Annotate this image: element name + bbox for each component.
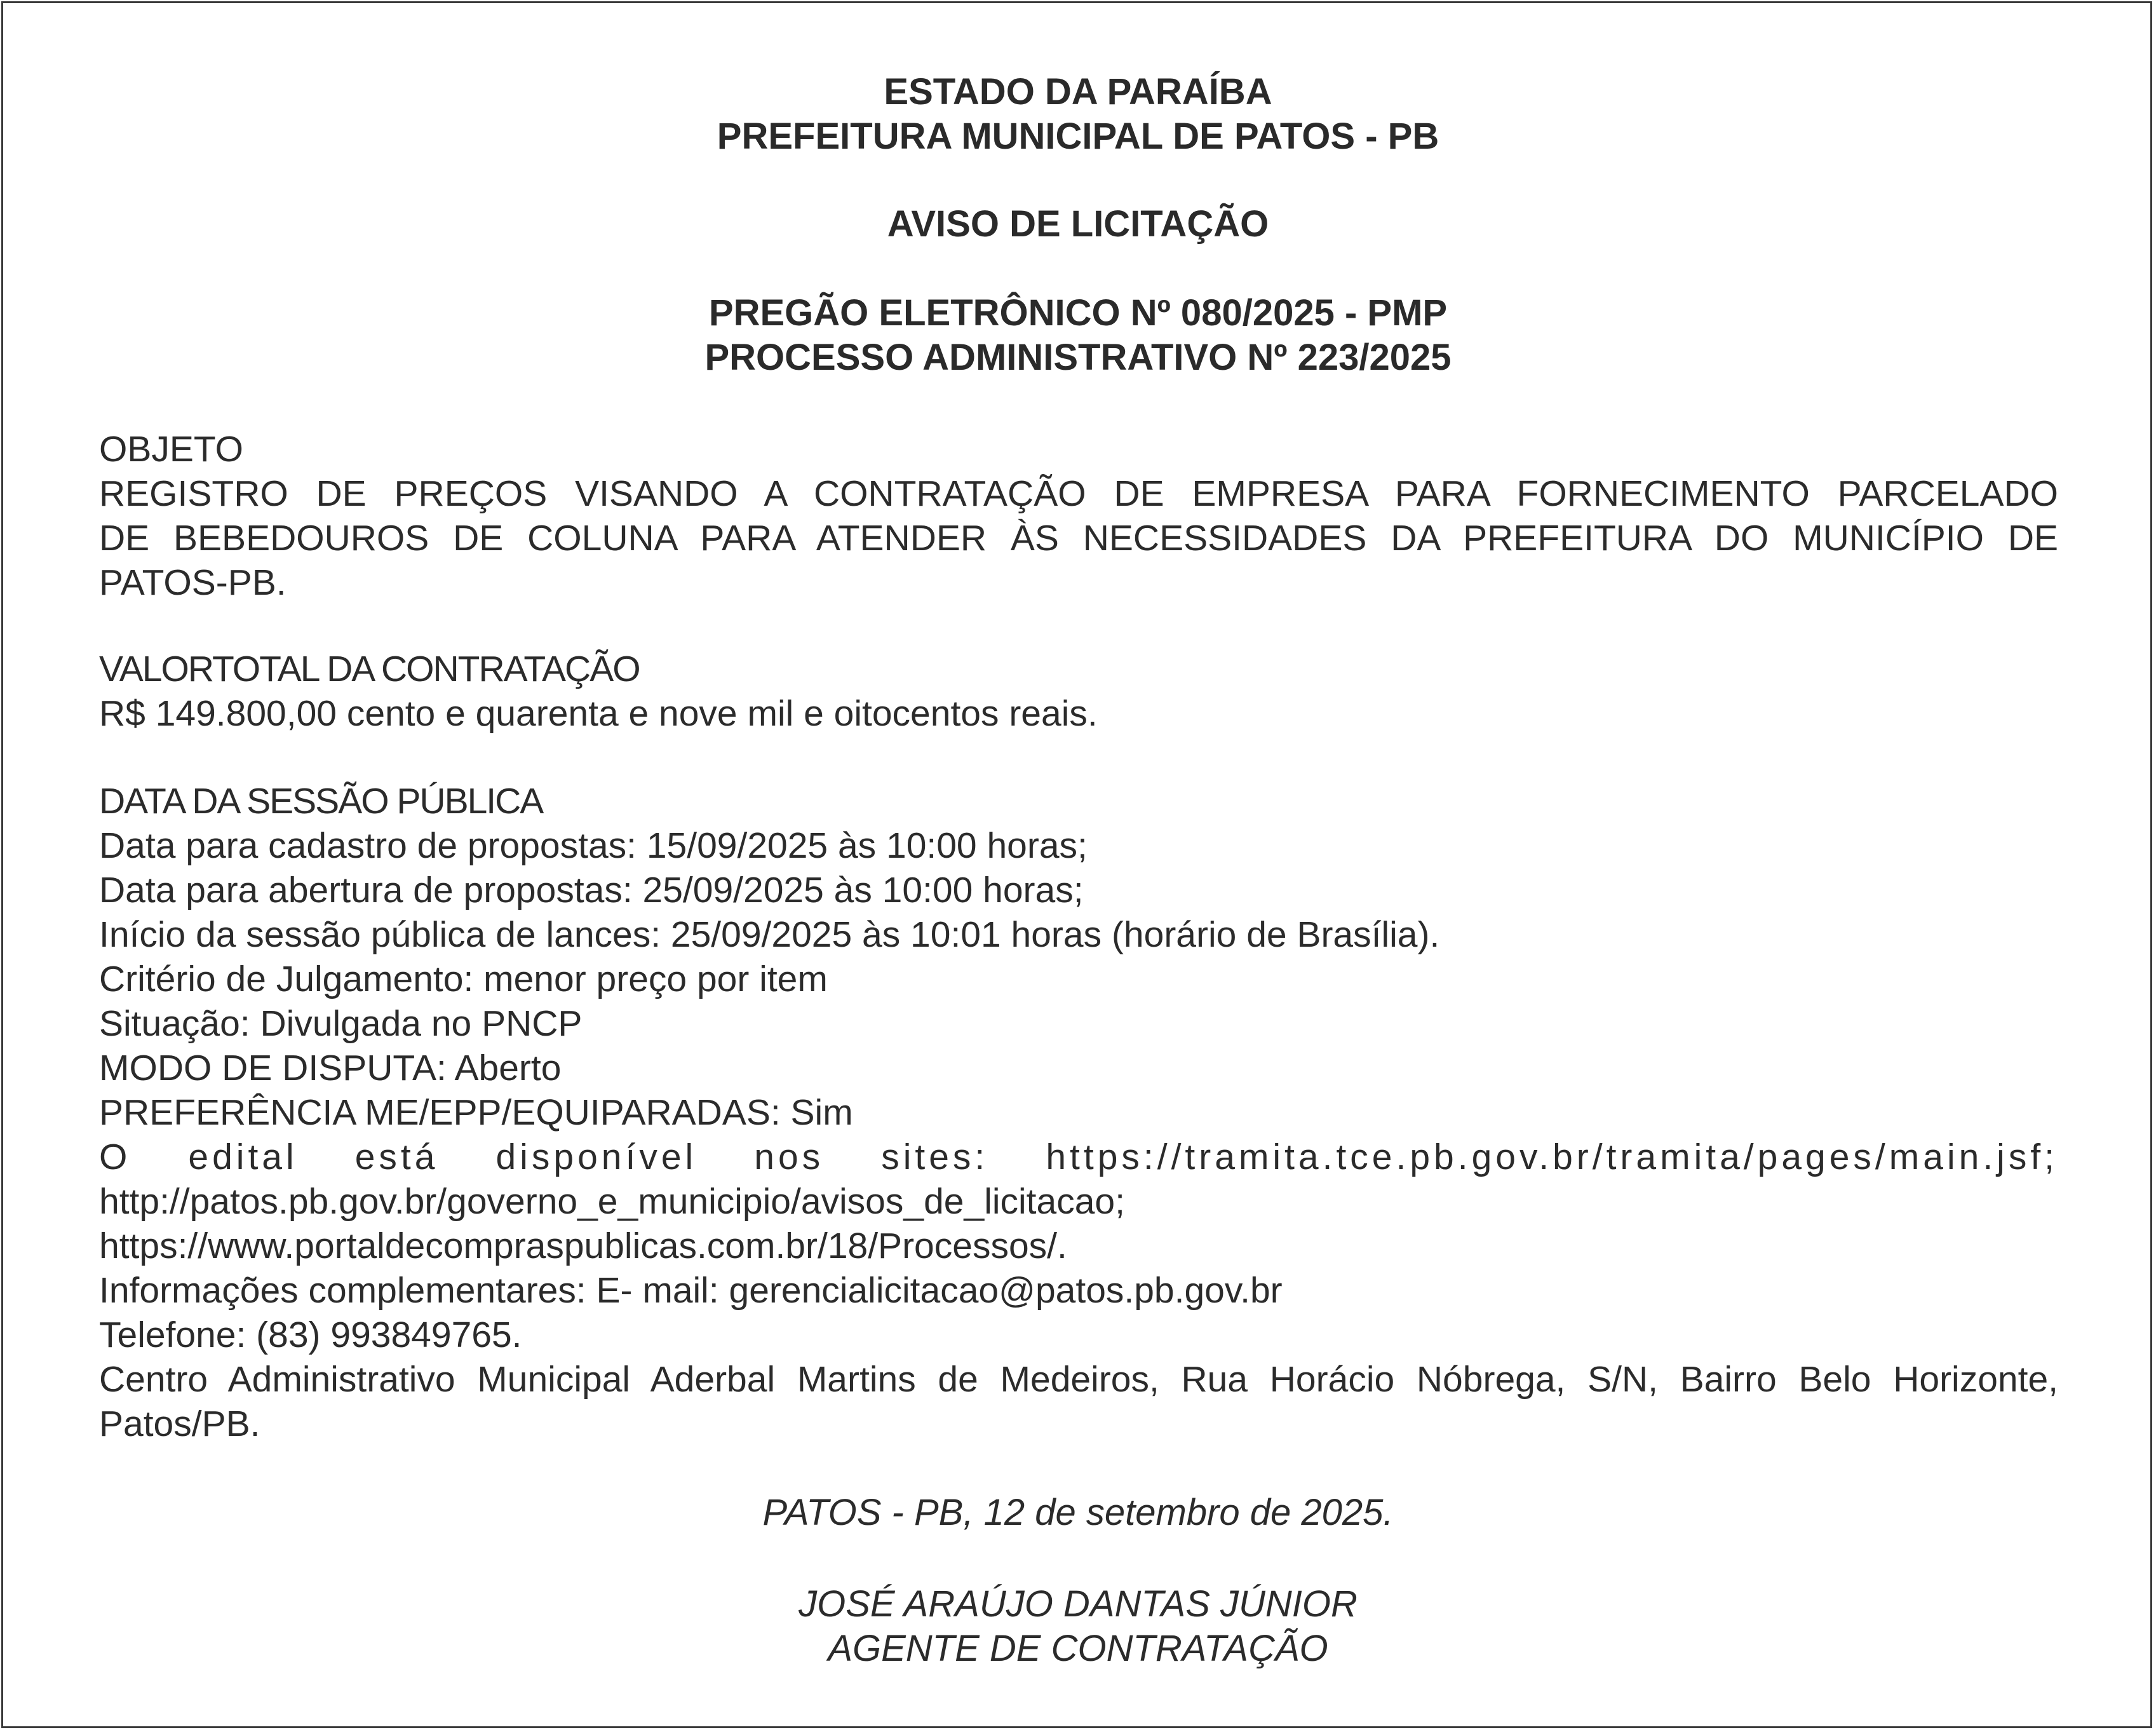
object-text-line: REGISTRO DE PREÇOS VISANDO A CONTRATAÇÃO DE EMPRESA PARA FORNECIMENTO PARCELADO — [99, 473, 2058, 514]
session-section — [99, 779, 2058, 1446]
contact-phone: Telefone: (83) 993849765. — [99, 1315, 522, 1355]
session-label: DATA DA SESSÃO PÚBLICA — [99, 781, 543, 822]
contact-email: Informações complementares: E- mail: gerencialicitacao@patos.pb.gov.br — [99, 1270, 1283, 1311]
value-text: R$ 149.800,00 cento e quarenta e nove mil e oitocentos reais. — [99, 693, 1098, 734]
object-section — [99, 427, 2058, 605]
process-number: PROCESSO ADMINISTRATIVO Nº 223/2025 — [704, 337, 1452, 378]
city-hall-heading: PREFEITURA MUNICIPAL DE PATOS - PB — [717, 116, 1439, 157]
dispute-mode: MODO DE DISPUTA: Aberto — [99, 1048, 562, 1088]
object-label: OBJETO — [99, 429, 243, 470]
address-line: Patos/PB. — [99, 1404, 260, 1444]
value-label: VALORTOTAL DA CONTRATAÇÃO — [99, 649, 640, 689]
place-date: PATOS - PB, 12 de setembro de 2025. — [762, 1492, 1394, 1533]
session-line: Data para cadastro de propostas: 15/09/2025 às 10:00 horas; — [99, 825, 1088, 866]
site-link: http://patos.pb.gov.br/governo_e_municipio/avisos_de_licitacao; — [99, 1181, 1125, 1222]
preference: PREFERÊNCIA ME/EPP/EQUIPARADAS: Sim — [99, 1092, 853, 1133]
judgement-criterion: Critério de Julgamento: menor preço por item — [99, 959, 828, 999]
value-section — [99, 647, 2058, 736]
signer-role: AGENTE DE CONTRATAÇÃO — [828, 1628, 1328, 1669]
session-line: Início da sessão pública de lances: 25/09/2025 às 10:01 horas (horário de Brasília). — [99, 914, 1440, 955]
state-heading: ESTADO DA PARAÍBA — [884, 71, 1272, 112]
edital-sites-line: O edital está disponível nos sites: https://tramita.tce.pb.gov.br/tramita/pages/main.jsf; — [99, 1137, 2058, 1177]
pregao-number: PREGÃO ELETRÔNICO Nº 080/2025 - PMP — [708, 292, 1448, 334]
session-line: Data para abertura de propostas: 25/09/2025 às 10:00 horas; — [99, 870, 1084, 910]
site-link: https://www.portaldecompraspublicas.com.br/18/Processos/. — [99, 1226, 1067, 1266]
object-text-line: PATOS-PB. — [99, 562, 286, 603]
notice-title: AVISO DE LICITAÇÃO — [887, 203, 1269, 245]
signer-name: JOSÉ ARAÚJO DANTAS JÚNIOR — [798, 1583, 1358, 1625]
address-line: Centro Administrativo Municipal Aderbal Martins de Medeiros, Rua Horácio Nóbrega, S/N, Bairro Belo Horizonte, — [99, 1359, 2058, 1400]
object-text-line: DE BEBEDOUROS DE COLUNA PARA ATENDER ÀS NECESSIDADES DA PREFEITURA DO MUNICÍPIO DE — [99, 518, 2058, 558]
situation: Situação: Divulgada no PNCP — [99, 1003, 583, 1044]
